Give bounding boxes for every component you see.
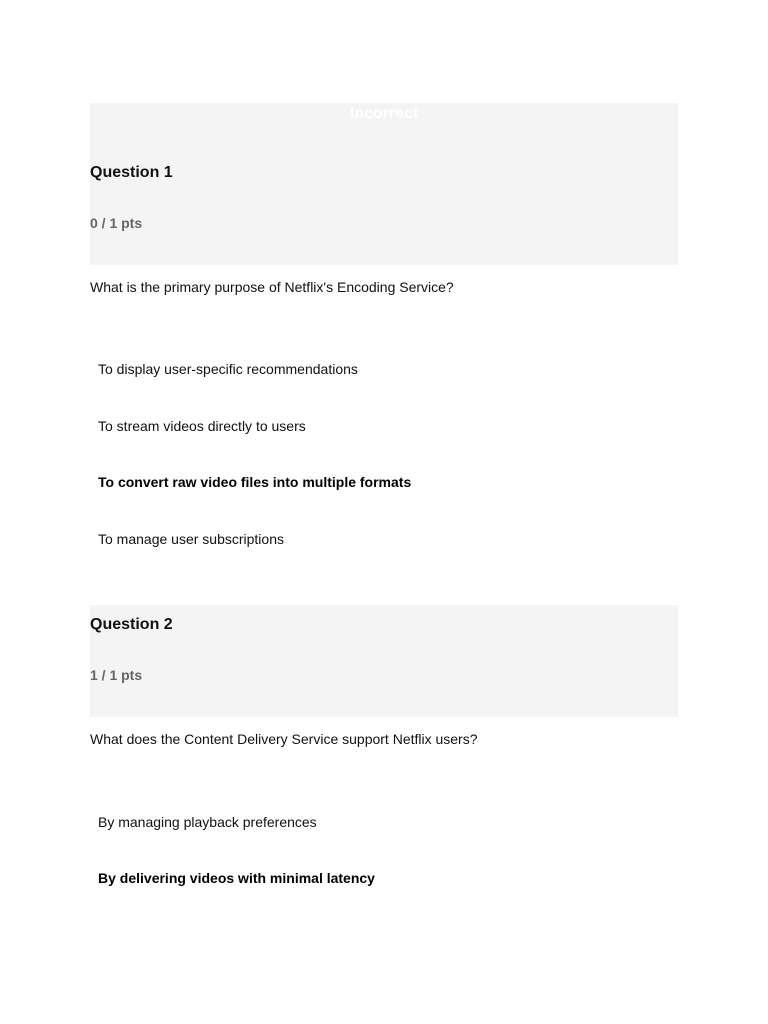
answer-option[interactable]: To stream videos directly to users [98,418,306,434]
question-text: What is the primary purpose of Netflix's Encoding Service? [90,279,454,295]
question-1-header [90,103,678,265]
question-title: Question 1 [90,164,173,181]
question-text: What does the Content Delivery Service support Netflix users? [90,731,478,747]
question-title: Question 2 [90,616,173,633]
answer-option[interactable]: By managing playback preferences [98,814,317,830]
answer-option-correct[interactable]: To convert raw video files into multiple formats [98,474,412,490]
answer-option-correct[interactable]: By delivering videos with minimal latency [98,870,375,886]
answer-option[interactable]: To display user-specific recommendations [98,361,358,377]
question-2-header [90,605,678,717]
status-label: Incorrect [349,105,419,122]
question-points: 0 / 1 pts [90,215,143,231]
answer-option[interactable]: To manage user subscriptions [98,531,284,547]
question-points: 1 / 1 pts [90,667,143,683]
